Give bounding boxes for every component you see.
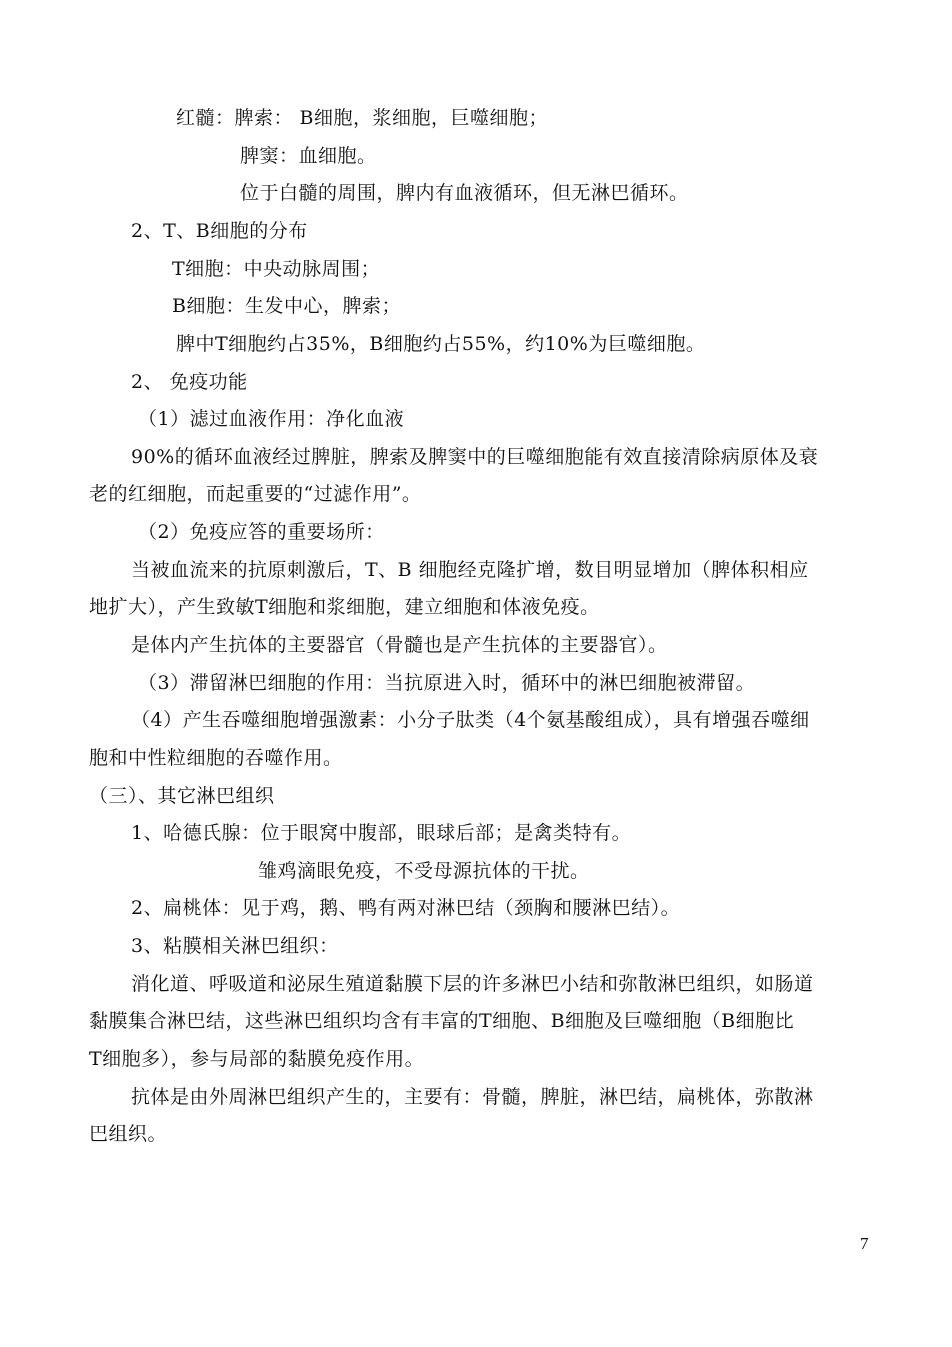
text-line: 胞和中性粒细胞的吞噬作用。 [89, 747, 343, 769]
text-line: B细胞：生发中心，脾索； [172, 295, 401, 317]
text-line: 雏鸡滴眼免疫，不受母源抗体的干扰。 [258, 860, 590, 882]
subsection-heading: （4）产生吞噬细胞增强激素：小分子肽类（4个氨基酸组成），具有增强吞噬细 [131, 709, 810, 731]
section-heading: （三）、其它淋巴组织 [89, 785, 275, 807]
text-line: 当被血流来的抗原刺激后，T、B 细胞经克隆扩增，数目明显增加（脾体积相应 [131, 559, 809, 581]
text-line: 红髓：脾索： B细胞，浆细胞，巨噬细胞； [176, 107, 549, 129]
section-heading: 2、 免疫功能 [131, 371, 248, 393]
text-line: T细胞多），参与局部的黏膜免疫作用。 [89, 1048, 425, 1070]
text-line: 90%的循环血液经过脾脏，脾索及脾窦中的巨噬细胞能有效直接清除病原体及衰 [131, 446, 819, 468]
text-line: 消化道、呼吸道和泌尿生殖道黏膜下层的许多淋巴小结和弥散淋巴组织，如肠道 [131, 973, 814, 995]
section-heading: 2、T、B细胞的分布 [131, 220, 308, 242]
text-line: 3、粘膜相关淋巴组织： [131, 935, 339, 957]
text-line: 1、哈德氏腺：位于眼窝中腹部，眼球后部；是禽类特有。 [131, 822, 632, 844]
text-line: 位于白髓的周围，脾内有血液循环，但无淋巴循环。 [240, 182, 689, 204]
text-line: T细胞：中央动脉周围； [172, 258, 381, 280]
text-line: 脾中T细胞约占35%，B细胞约占55%，约10%为巨噬细胞。 [176, 333, 706, 355]
page-number: 7 [860, 1234, 869, 1253]
subsection-heading: （1）滤过血液作用：净化血液 [138, 408, 405, 430]
text-line: 抗体是由外周淋巴组织产生的，主要有：骨髓，脾脏，淋巴结，扁桃体，弥散淋 [131, 1086, 814, 1108]
text-line: 黏膜集合淋巴结，这些淋巴组织均含有丰富的T细胞、B细胞及巨噬细胞（B细胞比 [89, 1010, 795, 1032]
text-line: 脾窦：血细胞。 [240, 145, 377, 167]
text-line: 是体内产生抗体的主要器官（骨髓也是产生抗体的主要器官）。 [131, 634, 668, 656]
text-line: 2、扁桃体：见于鸡，鹅、鸭有两对淋巴结（颈胸和腰淋巴结）。 [131, 897, 681, 919]
text-line: 老的红细胞，而起重要的“过滤作用”。 [89, 483, 422, 505]
subsection-heading: （3）滞留淋巴细胞的作用：当抗原进入时，循环中的淋巴细胞被滞留。 [138, 672, 756, 694]
subsection-heading: （2）免疫应答的重要场所： [138, 521, 385, 543]
text-line: 地扩大），产生致敏T细胞和浆细胞，建立细胞和体液免疫。 [89, 596, 600, 618]
text-line: 巴组织。 [89, 1123, 168, 1145]
